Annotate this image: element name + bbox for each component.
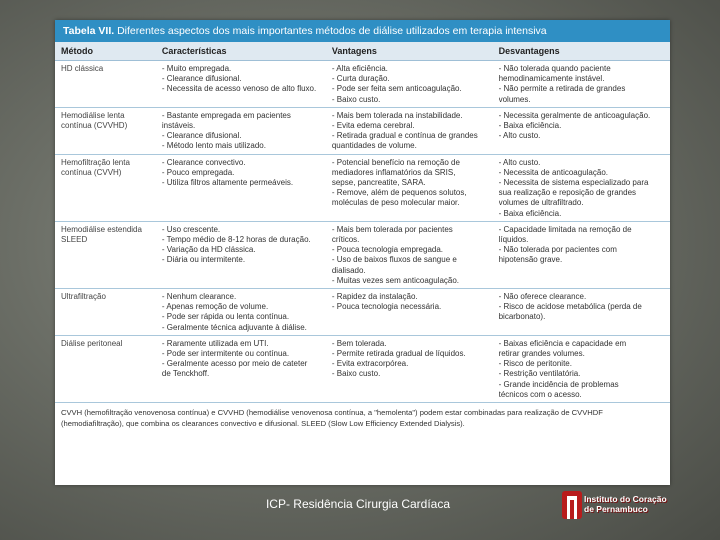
cell-line: HD clássica [61,64,104,73]
cell-line: SLEED [61,235,88,245]
cell-line: hipotensão grave. [498,255,563,265]
cell-line: instáveis. [161,121,196,131]
cell-method [55,61,156,108]
slide-footer: ICP- Residência Cirurgia Cardíaca [265,497,451,511]
cell-line: contínua (CVVH) [61,167,122,177]
logo-line: Instituto do Coração [584,494,667,504]
cell-line: - Mais bem tolerada na instabilidade. [331,110,463,120]
cell-line: - Não permite a retirada de grandes [498,84,626,94]
cell-line: de Tenckhoff. [161,369,210,379]
cell-line: - Necessita de anticoagulação. [498,167,608,177]
cell-cons [493,221,670,288]
cell-line: retirar grandes volumes. [498,349,585,359]
cell-line: Diálise peritoneal [61,338,123,348]
table-title-number: Tabela VII. [63,25,115,37]
cell-line: - Geralmente técnica adjuvante à diálise. [161,322,307,332]
cell-line: - Restrição ventilatória. [498,369,581,379]
cell-line: - Alta eficiência. [331,64,388,73]
cell-line: mediadores inflamatórios da SRIS, [331,167,456,177]
cell-line: - Pode ser feita sem anticoagulação. [331,84,462,94]
cell-line: bicarbonato). [498,312,546,322]
cell-cons [493,61,670,108]
cell-pros [326,289,493,336]
cell-line: dialisado. [331,265,366,275]
cell-line: - Bem tolerada. [331,338,387,348]
cell-cons [493,107,670,154]
cell-line: - Necessita de acesso venoso de alto fluxo. [161,84,317,94]
cell-line: - Apenas remoção de volume. [161,302,269,312]
table-title-text: Diferentes aspectos dos mais importantes métodos de diálise utilizados em terapia intensiva [114,25,547,37]
cell-line: - Bastante empregada em pacientes [161,110,291,120]
cell-method [55,289,156,336]
dialysis-methods-table [55,42,670,403]
cell-line: - Risco de acidose metabólica (perda de [498,302,642,312]
cell-line: - Utiliza filtros altamente permeáveis. [161,178,294,188]
cell-features [156,335,326,402]
table-footnote [55,403,670,433]
footnote-line: (hemodiafiltração), que combina os clearances convectivo e difusional. SLEED (Slow Low Efficiency Extended Dialysis). [61,419,465,429]
cell-line: - Uso crescente. [161,224,221,234]
cell-features [156,61,326,108]
cell-line: - Variação da HD clássica. [161,245,256,255]
cell-line: Hemofiltração lenta [61,157,130,167]
cell-line: - Rapidez da instalação. [331,292,418,302]
table-title [55,20,670,42]
cell-line: - Necessita geralmente de anticoagulação. [498,110,651,120]
table-row [55,107,670,154]
cell-line: - Remove, além de pequenos solutos, [331,188,467,198]
cell-line: - Pode ser rápida ou lenta contínua. [161,312,290,322]
cell-line: - Pode ser intermitente ou contínua. [161,349,290,359]
cell-line: - Muitas vezes sem anticoagulação. [331,275,460,285]
cell-line: - Retirada gradual e contínua de grandes [331,131,478,141]
cell-line: - Pouca tecnologia empregada. [331,245,444,255]
cell-line: - Clearance convectivo. [161,157,246,167]
cell-pros [326,61,493,108]
cell-line: - Evita extracorpórea. [331,359,409,369]
table-header-row [55,42,670,61]
cell-line: Hemodiálise estendida [61,224,142,234]
cell-line: - Método lento mais utilizado. [161,141,266,151]
cell-line: volumes. [498,94,531,104]
header-metodo: Método [55,42,156,61]
cell-line: hemodinamicamente instável. [498,74,605,84]
table-row [55,61,670,108]
cell-line: - Curta duração. [331,74,390,84]
cell-method [55,154,156,221]
cell-line: - Muito empregada. [161,64,232,73]
cell-line: - Alto custo. [498,157,541,167]
cell-line: - Baixa eficiência. [498,121,562,131]
cell-method [55,221,156,288]
cell-line: Hemodiálise lenta [61,110,125,120]
cell-line: - Alto custo. [498,131,541,141]
cell-line: moléculas de peso molecular maior. [331,198,460,208]
cell-method [55,107,156,154]
cell-line: - Baixo custo. [331,94,381,104]
cell-line: - Uso de baixos fluxos de sangue e [331,255,457,265]
cell-line: Ultrafiltração [61,292,106,302]
table-row [55,154,670,221]
cell-cons [493,335,670,402]
cell-line: - Baixas eficiência e capacidade em [498,338,627,348]
cell-pros [326,154,493,221]
cell-line: - Não tolerada quando paciente [498,64,611,73]
cell-features [156,107,326,154]
table-panel [55,20,670,485]
cell-line: - Não tolerada por pacientes com [498,245,617,255]
table-row [55,289,670,336]
cell-line: - Necessita de sistema especializado para [498,178,649,188]
cell-line: - Pouco empregada. [161,167,235,177]
cell-line: - Geralmente acesso por meio de cateter [161,359,308,369]
cell-line: - Risco de peritonite. [498,359,572,369]
cell-line: quantidades de volume. [331,141,417,151]
cell-line: - Baixo custo. [331,369,381,379]
cell-pros [326,335,493,402]
logo-text [584,494,667,514]
cell-features [156,221,326,288]
cell-line: - Diária ou intermitente. [161,255,246,265]
cell-line: - Grande incidência de problemas [498,379,619,389]
cell-line: - Tempo médio de 8-12 horas de duração. [161,235,311,245]
cell-line: técnicos com o acesso. [498,389,582,399]
logo-line: de Pernambuco [584,504,648,514]
cell-line: - Permite retirada gradual de líquidos. [331,349,466,359]
cell-line: volumes de ultrafiltrado. [498,198,584,208]
cell-line: - Potencial benefício na remoção de [331,157,460,167]
cell-line: - Nenhum clearance. [161,292,237,302]
cell-line: - Raramente utilizada em UTI. [161,338,269,348]
cell-features [156,289,326,336]
cell-line: críticos. [331,235,360,245]
cell-line: - Clearance difusional. [161,131,242,141]
cell-line: contínua (CVVHD) [61,121,128,131]
cell-line: - Capacidade limitada na remoção de [498,224,632,234]
header-desvantagens: Desvantagens [493,42,670,61]
cell-pros [326,107,493,154]
table-row [55,335,670,402]
cell-line: líquidos. [498,235,529,245]
header-vantagens: Vantagens [326,42,493,61]
cell-line: sua realização e reposição de grandes [498,188,637,198]
table-row [55,221,670,288]
cell-features [156,154,326,221]
cell-cons [493,289,670,336]
cell-line: - Pouca tecnologia necessária. [331,302,442,312]
cell-line: - Evita edema cerebral. [331,121,415,131]
cell-line: - Baixa eficiência. [498,208,562,218]
header-caracteristicas: Características [156,42,326,61]
cell-line: sepse, pancreatite, SARA. [331,178,426,188]
footnote-line: CVVH (hemofiltração venovenosa contínua) e CVVHD (hemodiálise venovenosa contínua, a "hemolenta") podem estar combinadas para realização de CVVHDF [61,408,603,418]
cell-line: - Clearance difusional. [161,74,242,84]
cell-method [55,335,156,402]
cell-line: - Não oferece clearance. [498,292,587,302]
cell-line: - Mais bem tolerada por pacientes [331,224,453,234]
cell-cons [493,154,670,221]
cell-pros [326,221,493,288]
